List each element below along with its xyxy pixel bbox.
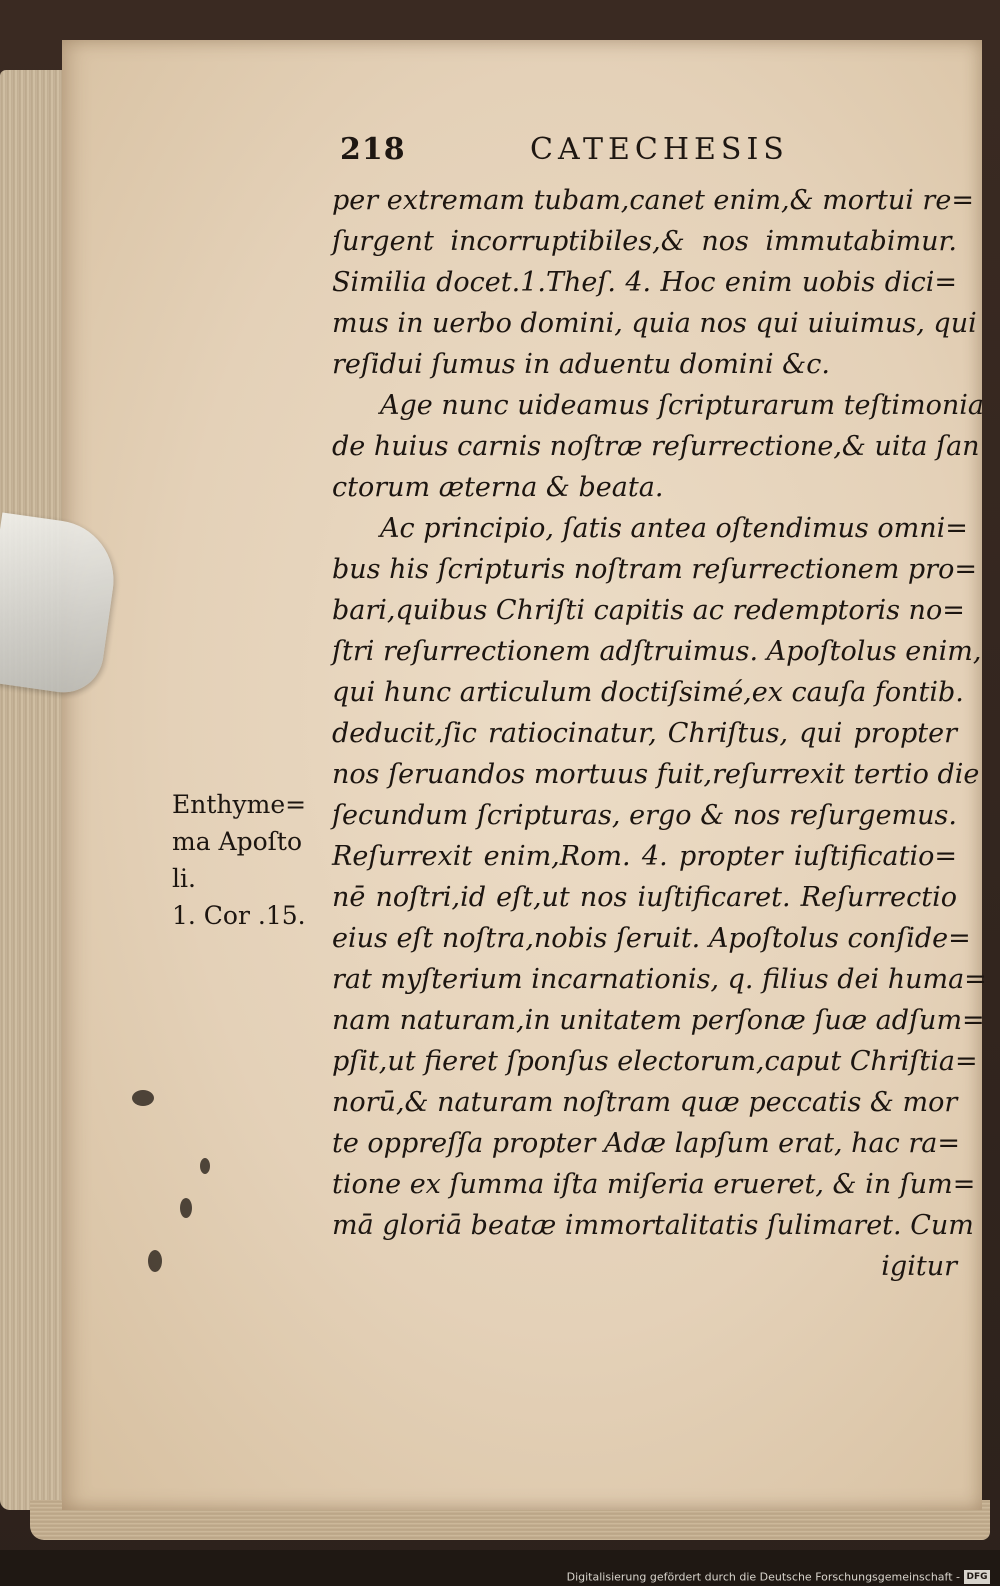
ink-blot bbox=[132, 1090, 154, 1106]
text-line: rat myſterium incarnationis, q. filius dei huma= bbox=[332, 964, 987, 995]
text-line: ſtri reſurrectionem adſtruimus. Apoſtolus enim, bbox=[332, 636, 982, 667]
text-line: pſit,ut fieret ſponſus electorum,caput Chriſtia= bbox=[332, 1046, 978, 1077]
dfg-logo: DFG bbox=[964, 1570, 990, 1584]
margin-note-line: Enthyme= bbox=[172, 790, 307, 819]
text-line: tione ex ſumma iſta miſeria erueret, & in ſum= bbox=[332, 1169, 976, 1200]
text-line: Reſurrexit enim,Rom. 4. propter iuſtificatio= bbox=[332, 841, 957, 872]
catchword: igitur bbox=[881, 1251, 957, 1282]
text-line: nos ſeruandos mortuus fuit,reſurrexit tertio die bbox=[332, 759, 980, 790]
text-line: Age nunc uideamus ſcripturarum teſtimonia bbox=[380, 390, 984, 421]
text-line: reſidui ſumus in aduentu domini &c. bbox=[332, 349, 830, 380]
running-title: CATECHESIS bbox=[530, 132, 789, 167]
text-line: bus his ſcripturis noſtram reſurrectionem pro= bbox=[332, 554, 977, 585]
text-line: nam naturam,in unitatem perſonæ ſuæ adſum= bbox=[332, 1005, 985, 1036]
text-line: ſurgent incorruptibiles,& nos immutabimur. bbox=[332, 226, 957, 257]
text-line: de huius carnis noſtræ reſurrectione,& uita ſan bbox=[332, 431, 980, 462]
text-line: te oppreſſa propter Adæ lapſum erat, hac ra= bbox=[332, 1128, 960, 1159]
text-line: ctorum æterna & beata. bbox=[332, 472, 664, 503]
page-number: 218 bbox=[340, 132, 406, 167]
text-line: deducit,ſic ratiocinatur, Chriſtus, qui propter bbox=[332, 718, 957, 749]
margin-note-line: li. bbox=[172, 864, 196, 893]
margin-note-line: 1. Cor .15. bbox=[172, 901, 306, 930]
text-line: mus in uerbo domini, quia nos qui uiuimus, qui bbox=[332, 308, 977, 339]
text-line: bari,quibus Chriſti capitis ac redemptoris no= bbox=[332, 595, 965, 626]
ink-blot bbox=[200, 1158, 210, 1174]
text-line: ſecundum ſcripturas, ergo & nos reſurgemus. bbox=[332, 800, 957, 831]
text-line: Ac principio, ſatis antea oſtendimus omni= bbox=[380, 513, 968, 544]
text-line: nē noſtri,id eſt,ut nos iuſtificaret. Reſurrectio bbox=[332, 882, 957, 913]
digitization-credit: Digitalisierung gefördert durch die Deutsche Forschungsgemeinschaft - bbox=[566, 1570, 960, 1584]
margin-note-line: ma Apoſto bbox=[172, 827, 303, 856]
margin-notes bbox=[172, 786, 332, 934]
ink-blot bbox=[148, 1250, 162, 1272]
body-text bbox=[332, 180, 987, 1287]
text-line: mā gloriā beatæ immortalitatis ſulimaret. Cum bbox=[332, 1210, 974, 1241]
text-line: qui hunc articulum doctiſsimé,ex cauſa fontib. bbox=[332, 677, 964, 708]
text-line: eius eſt noſtra,nobis ſeruit. Apoſtolus conſide= bbox=[332, 923, 971, 954]
ink-blot bbox=[180, 1198, 192, 1218]
text-line: Similia docet.1.Theſ. 4. Hoc enim uobis dici= bbox=[332, 267, 957, 298]
text-line: norū,& naturam noſtram quæ peccatis & mor bbox=[332, 1087, 958, 1118]
page-header bbox=[340, 132, 800, 172]
text-line: per extremam tubam,canet enim,& mortui re= bbox=[332, 185, 974, 216]
